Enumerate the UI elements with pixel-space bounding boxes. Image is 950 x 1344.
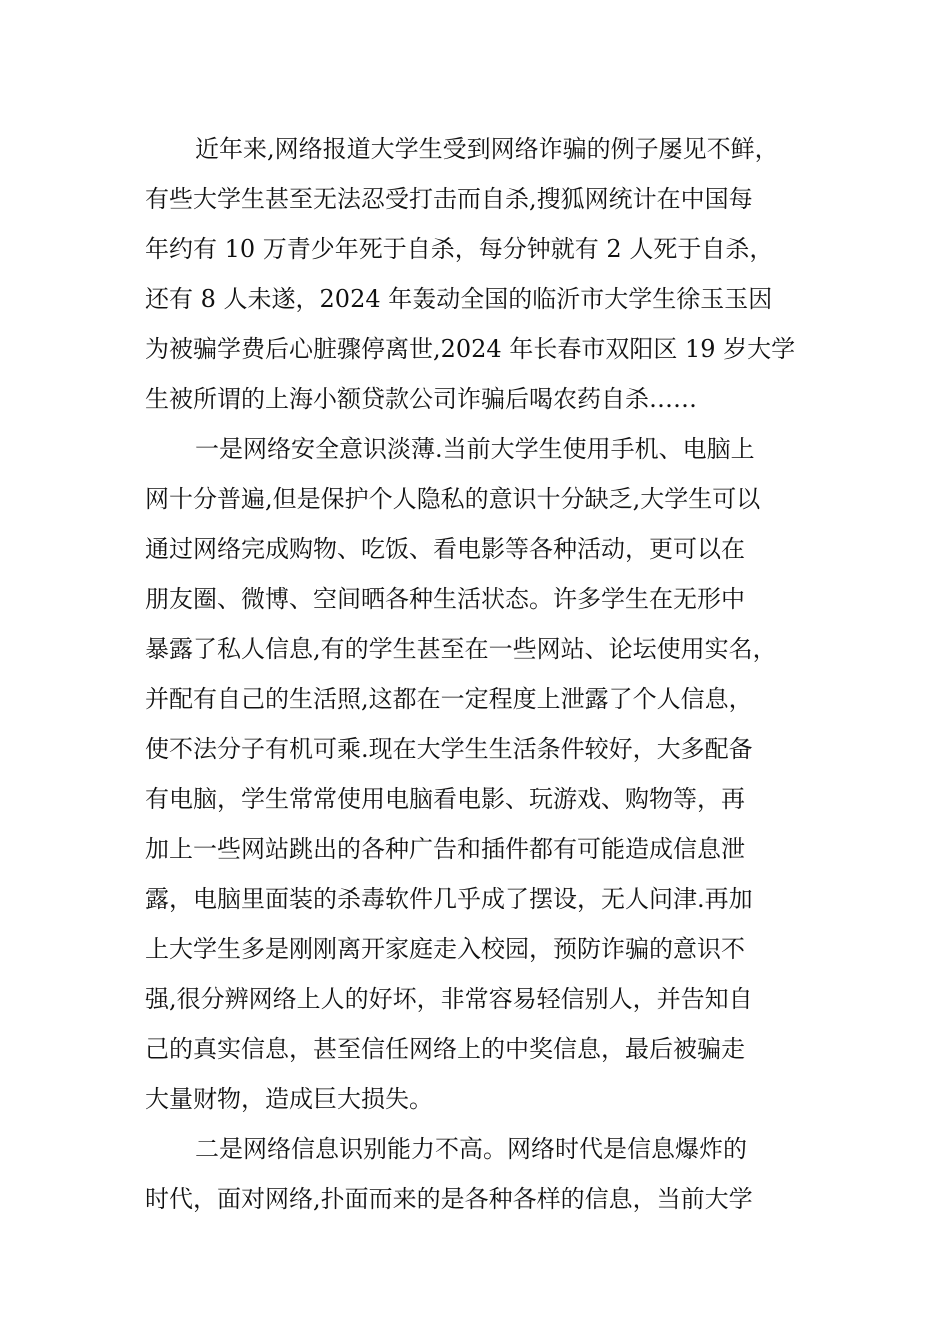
document-body	[145, 124, 805, 1224]
paragraph-line: 强,很分辨网络上人的好坏，非常容易轻信别人，并告知自	[145, 985, 753, 1013]
paragraph-line: 年约有 10 万青少年死于自杀，每分钟就有 2 人死于自杀，	[145, 235, 774, 263]
paragraph-line: 时代，面对网络,扑面而来的是各种各样的信息，当前大学	[145, 1185, 753, 1213]
paragraph-line: 己的真实信息，甚至信任网络上的中奖信息，最后被骗走	[145, 1035, 745, 1063]
paragraph-line: 近年来,网络报道大学生受到网络诈骗的例子屡见不鲜，	[195, 135, 779, 163]
paragraph-line: 露，电脑里面装的杀毒软件几乎成了摆设，无人问津.再加	[145, 885, 753, 913]
paragraph-line: 有电脑，学生常常使用电脑看电影、玩游戏、购物等，再	[145, 785, 745, 813]
paragraph-line: 上大学生多是刚刚离开家庭走入校园，预防诈骗的意识不	[145, 935, 745, 963]
paragraph-line: 大量财物，造成巨大损失。	[145, 1085, 433, 1113]
paragraph-line: 为被骗学费后心脏骤停离世,2024 年长春市双阳区 19 岁大学	[145, 335, 796, 363]
paragraph-line: 通过网络完成购物、吃饭、看电影等各种活动，更可以在	[145, 535, 745, 563]
paragraph-line: 生被所谓的上海小额贷款公司诈骗后喝农药自杀……	[145, 385, 697, 413]
paragraph-line: 有些大学生甚至无法忍受打击而自杀,搜狐网统计在中国每	[145, 185, 753, 213]
paragraph-line: 朋友圈、微博、空间晒各种生活状态。许多学生在无形中	[145, 585, 745, 613]
paragraph-line: 一是网络安全意识淡薄.当前大学生使用手机、电脑上	[195, 435, 755, 463]
paragraph-line: 并配有自己的生活照,这都在一定程度上泄露了个人信息，	[145, 685, 753, 713]
paragraph-security-awareness	[145, 424, 805, 1124]
paragraph-line: 网十分普遍,但是保护个人隐私的意识十分缺乏,大学生可以	[145, 485, 761, 513]
paragraph-line: 二是网络信息识别能力不高。网络时代是信息爆炸的	[195, 1135, 747, 1163]
paragraph-line: 加上一些网站跳出的各种广告和插件都有可能造成信息泄	[145, 835, 745, 863]
paragraph-intro	[145, 124, 805, 424]
paragraph-line: 还有 8 人未遂，2024 年轰动全国的临沂市大学生徐玉玉因	[145, 285, 773, 313]
paragraph-line: 暴露了私人信息,有的学生甚至在一些网站、论坛使用实名，	[145, 635, 777, 663]
paragraph-line: 使不法分子有机可乘.现在大学生生活条件较好，大多配备	[145, 735, 753, 763]
paragraph-information-recognition	[145, 1124, 805, 1224]
